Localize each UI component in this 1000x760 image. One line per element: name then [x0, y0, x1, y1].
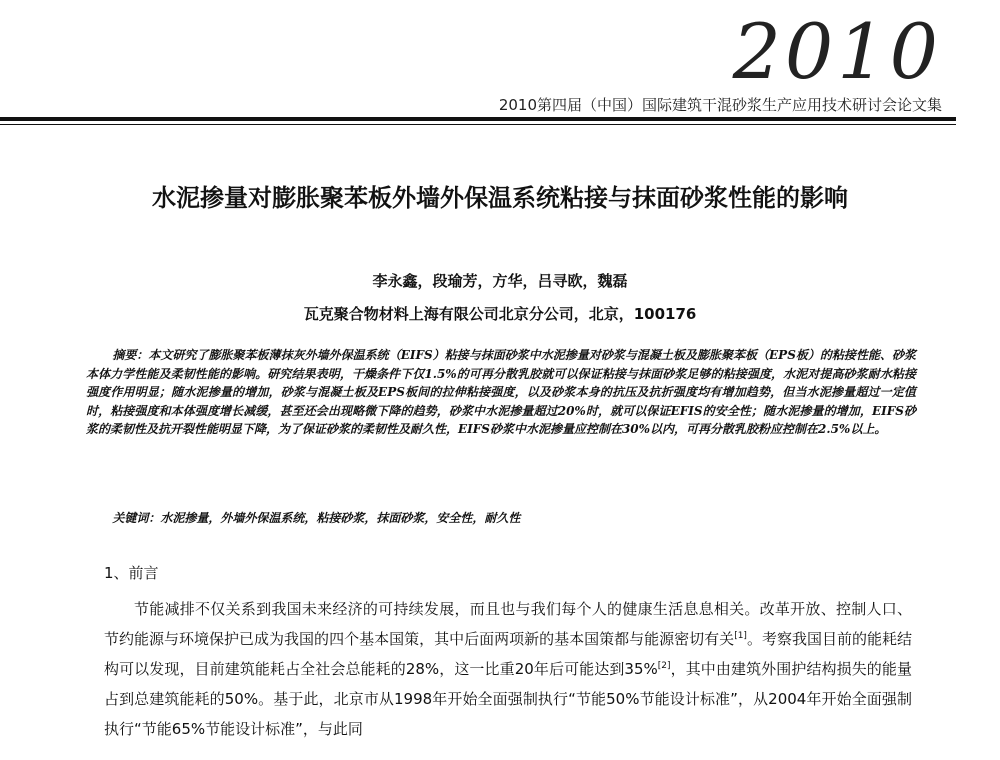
section-paragraph	[104, 594, 912, 744]
citation-ref-2: [2]	[657, 661, 671, 671]
header-year: 2010	[732, 7, 942, 96]
paper-abstract: 摘要：本文研究了膨胀聚苯板薄抹灰外墙外保温系统（EIFS）粘接与抹面砂浆中水泥掺量对砂浆与混凝土板及膨胀聚苯板（EPS板）的粘接性能、砂浆本体力学性能及柔韧性能的影响。研究结果表明，干燥条件下仅1.5%的可再分散乳胶就可以保证粘接与抹面砂浆足够的粘接强度，水泥对提高砂浆耐水粘接强度作用明显；随水泥掺量的增加，砂浆与混凝土板及EPS板间的拉伸粘接强度，以及砂浆本身的抗压及抗折强度均有增加趋势，但当水泥掺量超过一定值时，粘接强度和本体强度增长减缓，甚至还会出现略微下降的趋势，砂浆中水泥掺量超过20%时，就可以保证EFIS的安全性；随水泥掺量的增加，EIFS砂浆的柔韧性及抗开裂性能明显下降，为了保证砂浆的柔韧性及耐久性，EIFS砂浆中水泥掺量应控制在30%以内，可再分散乳胶粉应控制在2.5%以上。	[86, 348, 916, 436]
header-rule-thick	[0, 117, 956, 121]
paragraph-text-3: ，其中由建筑外围护结构损失的能量占到总建筑能耗的50%。基于此，北京市从1998年开始全面强制执行“节能50%节能设计标准”，从2004年开始全面强制执行“节能65%节能设计标准”，与此同	[104, 660, 912, 738]
header-rule-thin	[0, 124, 956, 125]
paragraph-text-1: 节能减排不仅关系到我国未来经济的可持续发展，而且也与我们每个人的健康生活息息相关。改革开放、控制人口、节约能源与环境保护已成为我国的四个基本国策，其中后面两项新的基本国策都与能源密切有关	[104, 600, 912, 648]
paper-title: 水泥掺量对膨胀聚苯板外墙外保温系统粘接与抹面砂浆性能的影响	[152, 184, 848, 212]
section-heading: 1、前言	[104, 564, 159, 582]
paragraph-text-2: 。考察我国目前的能耗结构可以发现，目前建筑能耗占全社会总能耗的28%，这一比重20年后可能达到35%	[104, 630, 912, 678]
citation-ref-1: [1]	[734, 631, 747, 641]
paper-authors: 李永鑫，段瑜芳，方华，吕寻欧，魏磊	[372, 272, 628, 290]
paper-affiliation: 瓦克聚合物材料上海有限公司北京分公司，北京，100176	[303, 305, 697, 323]
paper-keywords: 关键词：水泥掺量，外墙外保温系统，粘接砂浆，抹面砂浆，安全性，耐久性	[112, 511, 521, 525]
header-series-title: 2010第四届（中国）国际建筑干混砂浆生产应用技术研讨会论文集	[498, 96, 942, 114]
